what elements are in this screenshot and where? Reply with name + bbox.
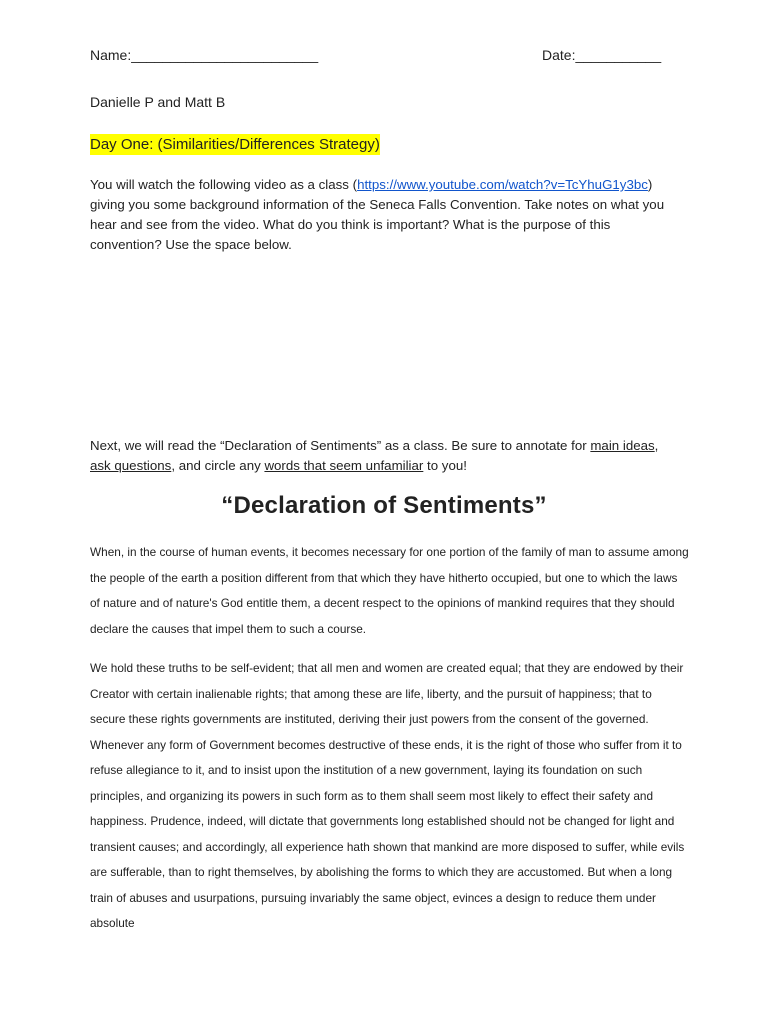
intro-text-before-link: You will watch the following video as a class (	[90, 177, 358, 192]
next-text-3: , and circle any	[171, 458, 265, 473]
next-text-1: Next, we will read the “Declaration of Sentiments” as a class. Be sure to annotate for	[90, 438, 591, 453]
intro-paragraph	[90, 175, 680, 255]
name-field-label: Name:________________________	[90, 47, 319, 63]
date-field-label: Date:___________	[542, 47, 662, 63]
document-title: “Declaration of Sentiments”	[221, 492, 547, 519]
next-instructions-paragraph	[90, 436, 680, 476]
underlined-ask-questions: ask questions	[90, 458, 172, 473]
underlined-main-ideas: main ideas	[590, 438, 655, 453]
intro-text-after-link: ) giving you some background information of the Seneca Falls Convention. Take notes on what you hear and see from the video. What do you think is important? What is the purpose of this convention? Use the space below.	[90, 177, 665, 252]
next-text-4: to you!	[423, 458, 467, 473]
youtube-video-link[interactable]: https://www.youtube.com/watch?v=TcYhuG1y3bc	[357, 177, 648, 192]
day-one-heading: Day One: (Similarities/Differences Strategy)	[90, 136, 380, 153]
authors-line: Danielle P and Matt B	[90, 94, 226, 110]
underlined-unfamiliar-words: words that seem unfamiliar	[264, 458, 424, 473]
declaration-paragraph-1: When, in the course of human events, it becomes necessary for one portion of the family of man to assume among the people of the earth a position different from that which they have hitherto occupied, but one to which the laws of nature and of nature's God entitle them, a decent respect to the opinions of mankind requires that they should declare the causes that impel them to such a course.	[90, 545, 689, 636]
next-text-2: ,	[654, 438, 659, 453]
declaration-paragraph-2: We hold these truths to be self-evident; that all men and women are created equal; that they are endowed by their Creator with certain inalienable rights; that among these are life, liberty, and the pursuit of happiness; that to secure these rights governments are instituted, deriving their just powers from the consent of the governed. Whenever any form of Government becomes destructive of these ends, it is the right of those who suffer from it to refuse allegiance to it, and to insist upon the institution of a new government, laying its foundation on such principles, and organizing its powers in such form as to them shall seem most likely to effect their safety and happiness. Prudence, indeed, will dictate that governments long established should not be changed for light and transient causes; and accordingly, all experience hath shown that mankind are more disposed to suffer, while evils are sufferable, than to right themselves, by abolishing the forms to which they are accustomed. But when a long train of abuses and usurpations, pursuing invariably the same object, evinces a design to reduce them under absolute	[90, 661, 685, 930]
